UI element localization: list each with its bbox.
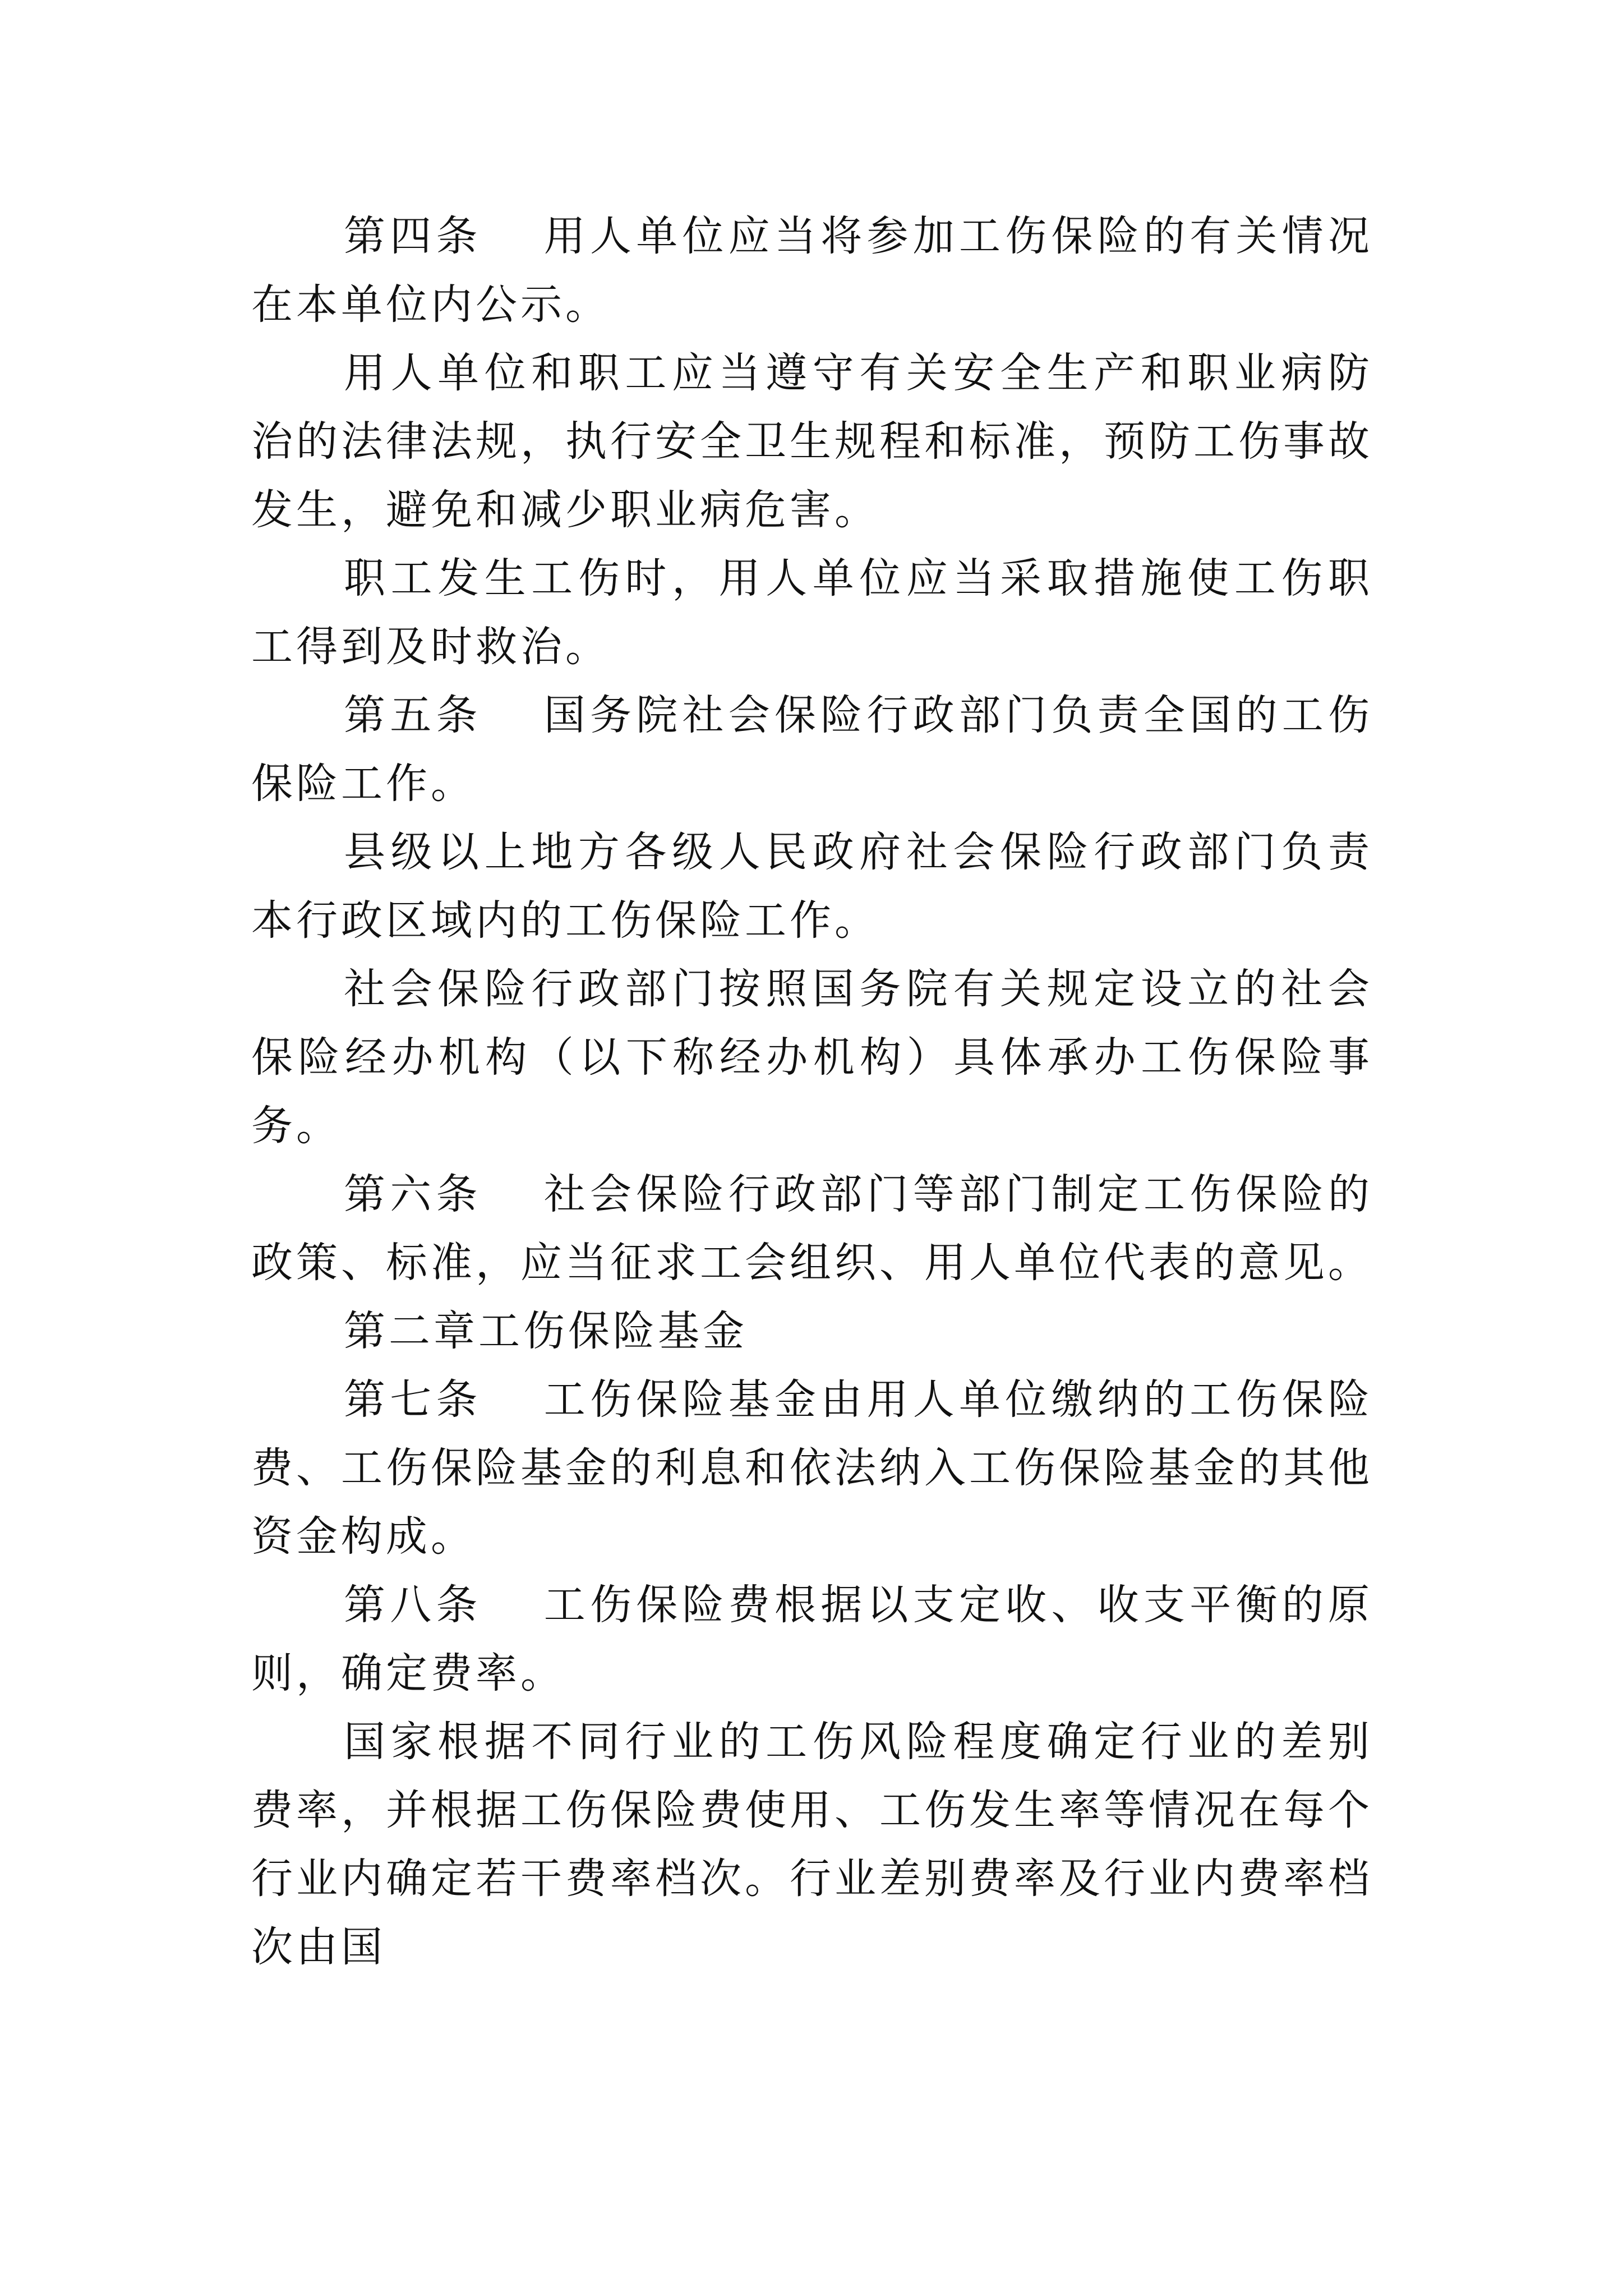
paragraph-text: 用人单位和职工应当遵守有关安全生产和职业病防治的法律法规，执行安全卫生规程和标准，预防工伤事故发生，避免和减少职业病危害。 bbox=[251, 349, 1373, 534]
article-number: 第七条 bbox=[344, 1375, 482, 1424]
paragraph bbox=[251, 955, 1373, 1160]
paragraph bbox=[251, 544, 1373, 681]
paragraph-article-4 bbox=[251, 202, 1373, 339]
paragraph-text: 县级以上地方各级人民政府社会保险行政部门负责本行政区域内的工伤保险工作。 bbox=[251, 828, 1373, 945]
article-number: 第五条 bbox=[344, 691, 482, 739]
paragraph-text: 职工发生工伤时，用人单位应当采取措施使工伤职工得到及时救治。 bbox=[251, 554, 1373, 671]
article-number: 第八条 bbox=[344, 1581, 482, 1629]
paragraph-text: 国务院社会保险行政部门负责全国的工伤保险工作。 bbox=[251, 691, 1373, 808]
paragraph-article-8 bbox=[251, 1571, 1373, 1708]
article-number: 第四条 bbox=[344, 212, 482, 260]
article-number: 第六条 bbox=[344, 1170, 482, 1218]
chapter-title: 第二章工伤保险基金 bbox=[344, 1307, 748, 1355]
paragraph-text: 社会保险行政部门按照国务院有关规定设立的社会保险经办机构（以下称经办机构）具体承办工伤保险事务。 bbox=[251, 965, 1373, 1150]
paragraph-text: 工伤保险费根据以支定收、收支平衡的原则，确定费率。 bbox=[251, 1581, 1373, 1697]
paragraph bbox=[251, 1708, 1373, 1981]
document-body bbox=[251, 202, 1373, 1981]
paragraph bbox=[251, 339, 1373, 544]
paragraph-text: 国家根据不同行业的工伤风险程度确定行业的差别费率，并根据工伤保险费使用、工伤发生率等情况在每个行业内确定若干费率档次。行业差别费率及行业内费率档次由国 bbox=[251, 1718, 1373, 1971]
paragraph-text: 工伤保险基金由用人单位缴纳的工伤保险费、工伤保险基金的利息和依法纳入工伤保险基金的其他资金构成。 bbox=[251, 1375, 1373, 1561]
paragraph-text: 社会保险行政部门等部门制定工伤保险的政策、标准，应当征求工会组织、用人单位代表的意见。 bbox=[251, 1170, 1373, 1287]
paragraph-text: 用人单位应当将参加工伤保险的有关情况在本单位内公示。 bbox=[251, 212, 1373, 329]
paragraph bbox=[251, 818, 1373, 955]
paragraph-article-6 bbox=[251, 1160, 1373, 1297]
chapter-heading bbox=[251, 1297, 1373, 1365]
paragraph-article-7 bbox=[251, 1365, 1373, 1571]
paragraph-article-5 bbox=[251, 681, 1373, 818]
